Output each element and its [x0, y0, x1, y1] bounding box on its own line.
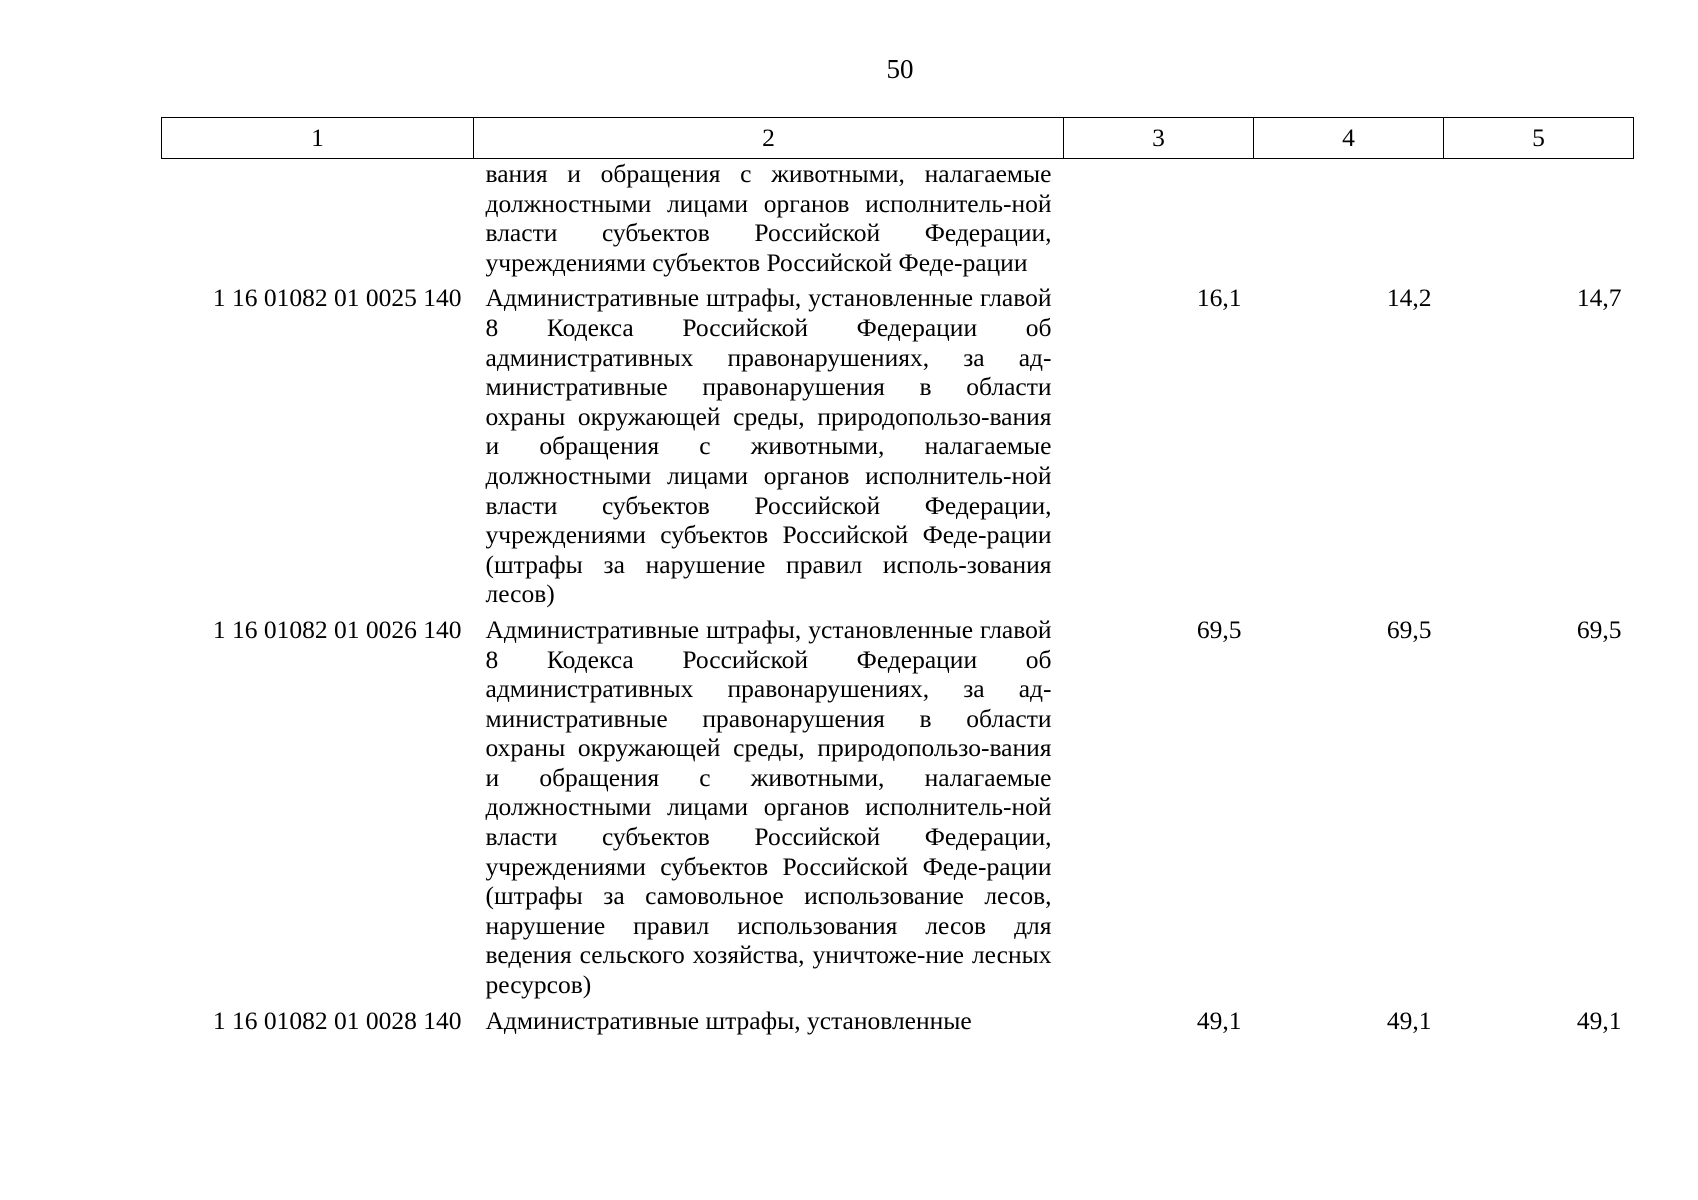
table-row [162, 283, 1634, 615]
code-cell: 1 16 01082 01 0028 140 [212, 1005, 462, 1035]
table-row-continuation [162, 159, 1634, 284]
value-cell-5: 14,7 [1576, 283, 1622, 313]
value-cell-3: 16,1 [1196, 283, 1242, 313]
budget-table [161, 117, 1634, 1041]
table-row [162, 1006, 1634, 1042]
value-cell-5 [1444, 159, 1634, 284]
value-cell-4 [1254, 159, 1444, 284]
description-cell: вания и обращения с животными, налагаемые должностными лицами органов исполнитель-ной власти субъектов Российской Федерации, учреждениями субъектов Российской Феде-рации [485, 159, 1052, 277]
page-number: 50 [886, 54, 914, 84]
column-header-5: 5 [1444, 118, 1634, 159]
description-cell: Административные штрафы, установленные главой 8 Кодекса Российской Федерации об административных правонарушениях, за ад-министративные правонарушения в области охраны окружающей среды, природопользо-вания и обращения с животными, налагаемые должностными лицами органов исполнитель-ной власти субъектов Российской Федерации, учреждениями субъектов Российской Феде-рации (штрафы за нарушение правил исполь-зования лесов) [485, 283, 1052, 609]
value-cell-4: 69,5 [1386, 614, 1432, 644]
code-cell: 1 16 01082 01 0026 140 [212, 614, 462, 644]
value-cell-3: 69,5 [1196, 614, 1242, 644]
value-cell-5: 69,5 [1576, 614, 1622, 644]
value-cell-4: 49,1 [1386, 1005, 1432, 1035]
description-cell: Административные штрафы, установленные [485, 1005, 972, 1035]
column-header-2: 2 [474, 118, 1064, 159]
table-row [162, 615, 1634, 1006]
value-cell-5: 49,1 [1576, 1005, 1622, 1035]
column-header-3: 3 [1064, 118, 1254, 159]
value-cell-3 [1064, 159, 1254, 284]
description-cell: Административные штрафы, установленные главой 8 Кодекса Российской Федерации об административных правонарушениях, за ад-министративные правонарушения в области охраны окружающей среды, природопользо-вания и обращения с животными, налагаемые должностными лицами органов исполнитель-ной власти субъектов Российской Федерации, учреждениями субъектов Российской Феде-рации (штрафы за самовольное использование лесов, нарушение правил использования лесов для ведения сельского хозяйства, уничтоже-ние лесных ресурсов) [485, 614, 1052, 1000]
column-header-1: 1 [162, 118, 474, 159]
value-cell-3: 49,1 [1196, 1005, 1242, 1035]
code-cell: 1 16 01082 01 0025 140 [212, 283, 462, 313]
code-cell [162, 159, 474, 284]
header-row [162, 118, 1634, 159]
value-cell-4: 14,2 [1386, 283, 1432, 313]
column-header-4: 4 [1254, 118, 1444, 159]
